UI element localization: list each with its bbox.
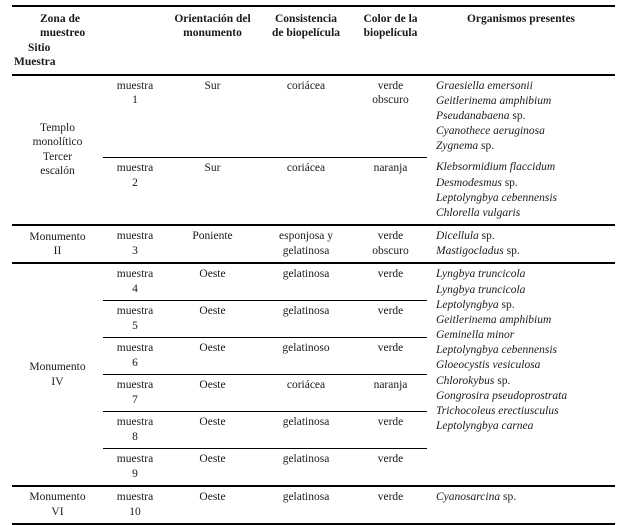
orientation-cell: Oeste — [167, 448, 258, 485]
sample-number: 8 — [132, 430, 138, 443]
sample-cell — [103, 157, 167, 225]
sample-label: muestra — [116, 161, 154, 174]
sample-label: muestra — [116, 490, 154, 503]
color-cell: naranja — [354, 157, 427, 225]
orientation-cell: Sur — [167, 75, 258, 158]
color-cell: verde — [354, 338, 427, 375]
color-cell: verde — [354, 486, 427, 524]
header-line-muestra: Muestra — [14, 56, 56, 69]
site-cell — [12, 486, 103, 524]
organism-entry: Leptolyngbya cebennensis — [436, 191, 558, 204]
site-line: monolítico — [32, 136, 83, 149]
table-row — [12, 157, 615, 225]
orientation-cell: Oeste — [167, 486, 258, 524]
color-cell: verde — [354, 448, 427, 485]
organisms-cell — [427, 486, 615, 524]
organism-entry: Leptolyngbya sp. — [436, 298, 515, 311]
header-line-sitio: Sitio — [28, 41, 51, 54]
sample-cell — [103, 338, 167, 375]
organisms-cell — [427, 263, 615, 485]
consistency-cell: coriácea — [258, 375, 354, 412]
color-cell: verde — [354, 301, 427, 338]
consistency-cell: gelatinoso — [258, 338, 354, 375]
orientation-cell: Oeste — [167, 375, 258, 412]
color-cell: verde — [354, 411, 427, 448]
organism-entry: Gongrosira pseudoprostrata — [436, 389, 568, 402]
sample-label: muestra — [116, 379, 154, 392]
sample-number: 5 — [132, 320, 138, 333]
consistency-cell: gelatinosa — [258, 301, 354, 338]
color-cell: verde — [354, 263, 427, 300]
header-line-consistencia-2: de biopelícula — [271, 27, 341, 40]
sample-number: 4 — [132, 283, 138, 296]
site-line: Monumento — [29, 230, 86, 243]
sample-cell — [103, 448, 167, 485]
sample-number: 1 — [132, 94, 138, 107]
consistency-cell: gelatinosa — [258, 486, 354, 524]
organism-entry: Trichocoleus erectiusculus — [436, 404, 559, 417]
site-line: Monumento — [29, 361, 86, 374]
sample-number: 6 — [132, 357, 138, 370]
orientation-cell: Sur — [167, 157, 258, 225]
orientation-cell: Oeste — [167, 411, 258, 448]
header-line-consistencia-1: Consistencia — [275, 13, 337, 25]
organism-entry: Cyanosarcina sp. — [436, 490, 517, 503]
sample-label: muestra — [116, 342, 154, 355]
site-line: Templo — [40, 122, 75, 135]
site-line: IV — [51, 375, 64, 388]
organism-entry: Leptolyngbya cebennensis — [436, 344, 558, 357]
consistency-cell: coriácea — [258, 75, 354, 158]
organism-entry: Chlorella vulgaris — [436, 206, 521, 219]
sample-cell — [103, 411, 167, 448]
column-header-consistencia — [258, 6, 354, 75]
orientation-cell: Oeste — [167, 301, 258, 338]
site-line: escalón — [40, 165, 75, 178]
table-header — [12, 6, 615, 75]
organisms-cell — [427, 157, 615, 225]
sample-number: 10 — [129, 505, 141, 518]
column-header-organismos: Organismos presentes — [427, 6, 615, 75]
sample-cell — [103, 375, 167, 412]
sample-cell — [103, 225, 167, 263]
header-line-orientacion-2: monumento — [183, 27, 242, 40]
header-line-color-1: Color de la — [363, 13, 418, 25]
column-header-zona-sitio-muestra — [12, 6, 103, 75]
header-line-orientacion-1: Orientación del — [174, 13, 251, 25]
site-line: Monumento — [29, 491, 86, 504]
organism-entry: Geitlerinema amphibium — [436, 313, 552, 326]
sample-cell — [103, 301, 167, 338]
organism-entry: Desmodesmus sp. — [436, 176, 518, 189]
consistency-cell: gelatinosa — [258, 263, 354, 300]
consistency-cell: gelatinosa — [258, 448, 354, 485]
table-row — [12, 263, 615, 300]
organism-entry: Mastigocladus sp. — [436, 245, 520, 258]
site-line: Tercer — [42, 150, 73, 163]
sample-number: 9 — [132, 467, 138, 480]
sample-label: muestra — [116, 230, 154, 243]
site-line: II — [53, 245, 62, 258]
table-body — [12, 75, 615, 524]
site-cell — [12, 263, 103, 485]
sample-label: muestra — [116, 79, 154, 92]
sample-number: 7 — [132, 393, 138, 406]
organisms-cell — [427, 225, 615, 263]
sample-cell — [103, 263, 167, 300]
sample-label: muestra — [116, 268, 154, 281]
organism-entry: Leptolyngbya carnea — [436, 420, 534, 433]
consistency-cell: gelatinosa — [258, 411, 354, 448]
column-header-orientacion — [167, 6, 258, 75]
table-row — [12, 486, 615, 524]
site-line: VI — [51, 505, 64, 518]
organism-entry: Lyngbya truncicola — [436, 283, 526, 296]
consistency-cell: esponjosa y gelatinosa — [258, 225, 354, 263]
table-row — [12, 75, 615, 158]
sample-cell — [103, 486, 167, 524]
organism-entry: Lyngbya truncicola — [436, 268, 526, 281]
orientation-cell: Oeste — [167, 263, 258, 300]
header-row — [12, 6, 615, 75]
orientation-cell: Oeste — [167, 338, 258, 375]
sampling-zones-table — [12, 5, 615, 525]
table-row — [12, 225, 615, 263]
organism-entry: Geminella minor — [436, 329, 515, 342]
sample-label: muestra — [116, 452, 154, 465]
organism-entry: Dicellula sp. — [436, 230, 495, 243]
site-cell — [12, 75, 103, 226]
organism-entry: Gloeocystis vesiculosa — [436, 359, 541, 372]
organism-entry: Graesiella emersonii — [436, 79, 533, 92]
sample-label: muestra — [116, 415, 154, 428]
column-header-color — [354, 6, 427, 75]
organism-entry: Chlorokybus sp. — [436, 374, 511, 387]
color-cell: naranja — [354, 375, 427, 412]
header-line-zona: Zona de muestreo — [40, 13, 86, 40]
organism-entry: Cyanothece aeruginosa — [436, 125, 545, 138]
organism-entry: Pseudanabaena sp. — [436, 109, 526, 122]
sample-label: muestra — [116, 305, 154, 318]
orientation-cell: Poniente — [167, 225, 258, 263]
organism-entry: Klebsormidium flaccidum — [436, 161, 556, 174]
site-cell — [12, 225, 103, 263]
organism-entry: Geitlerinema amphibium — [436, 94, 552, 107]
consistency-cell: coriácea — [258, 157, 354, 225]
organisms-cell — [427, 75, 615, 158]
sample-number: 2 — [132, 176, 138, 189]
organism-entry: Zygnema sp. — [436, 140, 495, 153]
sample-cell — [103, 75, 167, 158]
sample-number: 3 — [132, 244, 138, 257]
color-cell: verde obscuro — [354, 225, 427, 263]
color-cell: verde obscuro — [354, 75, 427, 158]
header-line-color-2: biopelícula — [363, 27, 418, 40]
column-header-muestra-spacer — [103, 6, 167, 75]
